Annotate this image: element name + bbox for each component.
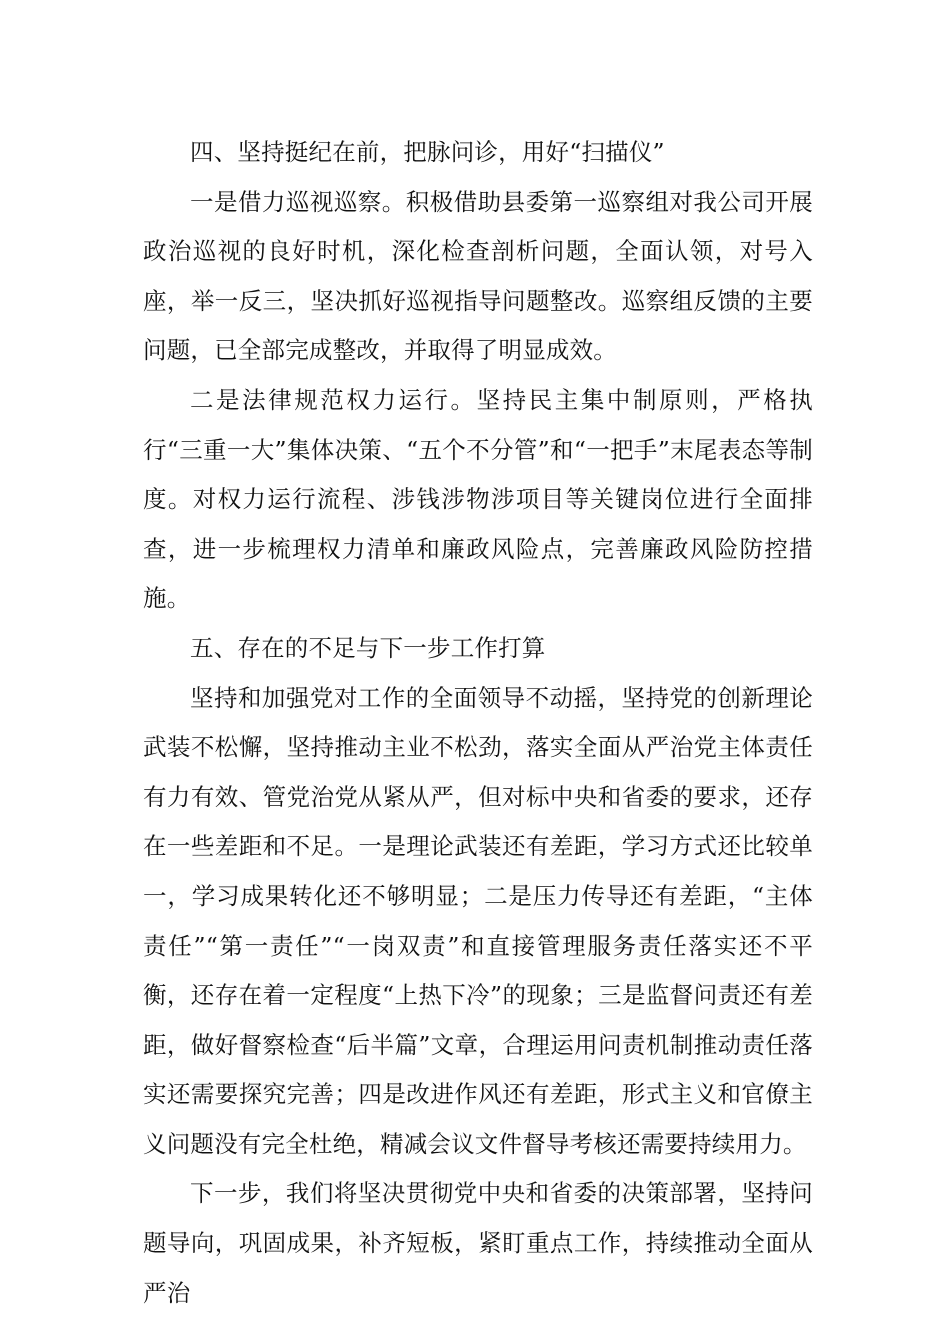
- section-heading-4: 四、坚持挺纪在前，把脉问诊，用好“扫描仪”: [190, 138, 665, 166]
- paragraph-power-regulation: 二是法律规范权力运行。坚持民主集中制原则，严格执行“三重一大”集体决策、“五个不分管”和“一把手”末尾表态等制度。对权力运行流程、涉钱涉物涉项目等关键岗位进行全面排查，进一步梳理权力清单和廉政风险点，完善廉政风险防控措施。: [143, 385, 813, 613]
- section-heading-5: 五、存在的不足与下一步工作打算: [190, 633, 546, 662]
- paragraph-next-steps: 下一步，我们将坚决贯彻党中央和省委的决策部署，坚持问题导向，巩固成果，补齐短板，紧盯重点工作，持续推动全面从严治: [143, 1179, 813, 1307]
- paragraph-shortcomings: 坚持和加强党对工作的全面领导不动摇，坚持党的创新理论武装不松懈，坚持推动主业不松劲，落实全面从严治党主体责任有力有效、管党治党从紧从严，但对标中央和省委的要求，还存在一些差距和不足。一是理论武装还有差距，学习方式还比较单一，学习成果转化还不够明显；二是压力传导还有差距，“主体责任”“第一责任”“一岗双责”和直接管理服务责任落实还不平衡，还存在着一定程度“上热下冷”的现象；三是监督问责还有差距，做好督察检查“后半篇”文章，合理运用问责机制推动责任落实还需要探究完善；四是改进作风还有差距，形式主义和官僚主义问题没有完全杜绝，精减会议文件督导考核还需要持续用力。: [143, 683, 813, 1158]
- document-body: [143, 128, 813, 1318]
- paragraph-inspection: 一是借力巡视巡察。积极借助县委第一巡察组对我公司开展政治巡视的良好时机，深化检查剖析问题，全面认领，对号入座，举一反三，坚决抓好巡视指导问题整改。巡察组反馈的主要问题，已全部完成整改，并取得了明显成效。: [143, 187, 813, 365]
